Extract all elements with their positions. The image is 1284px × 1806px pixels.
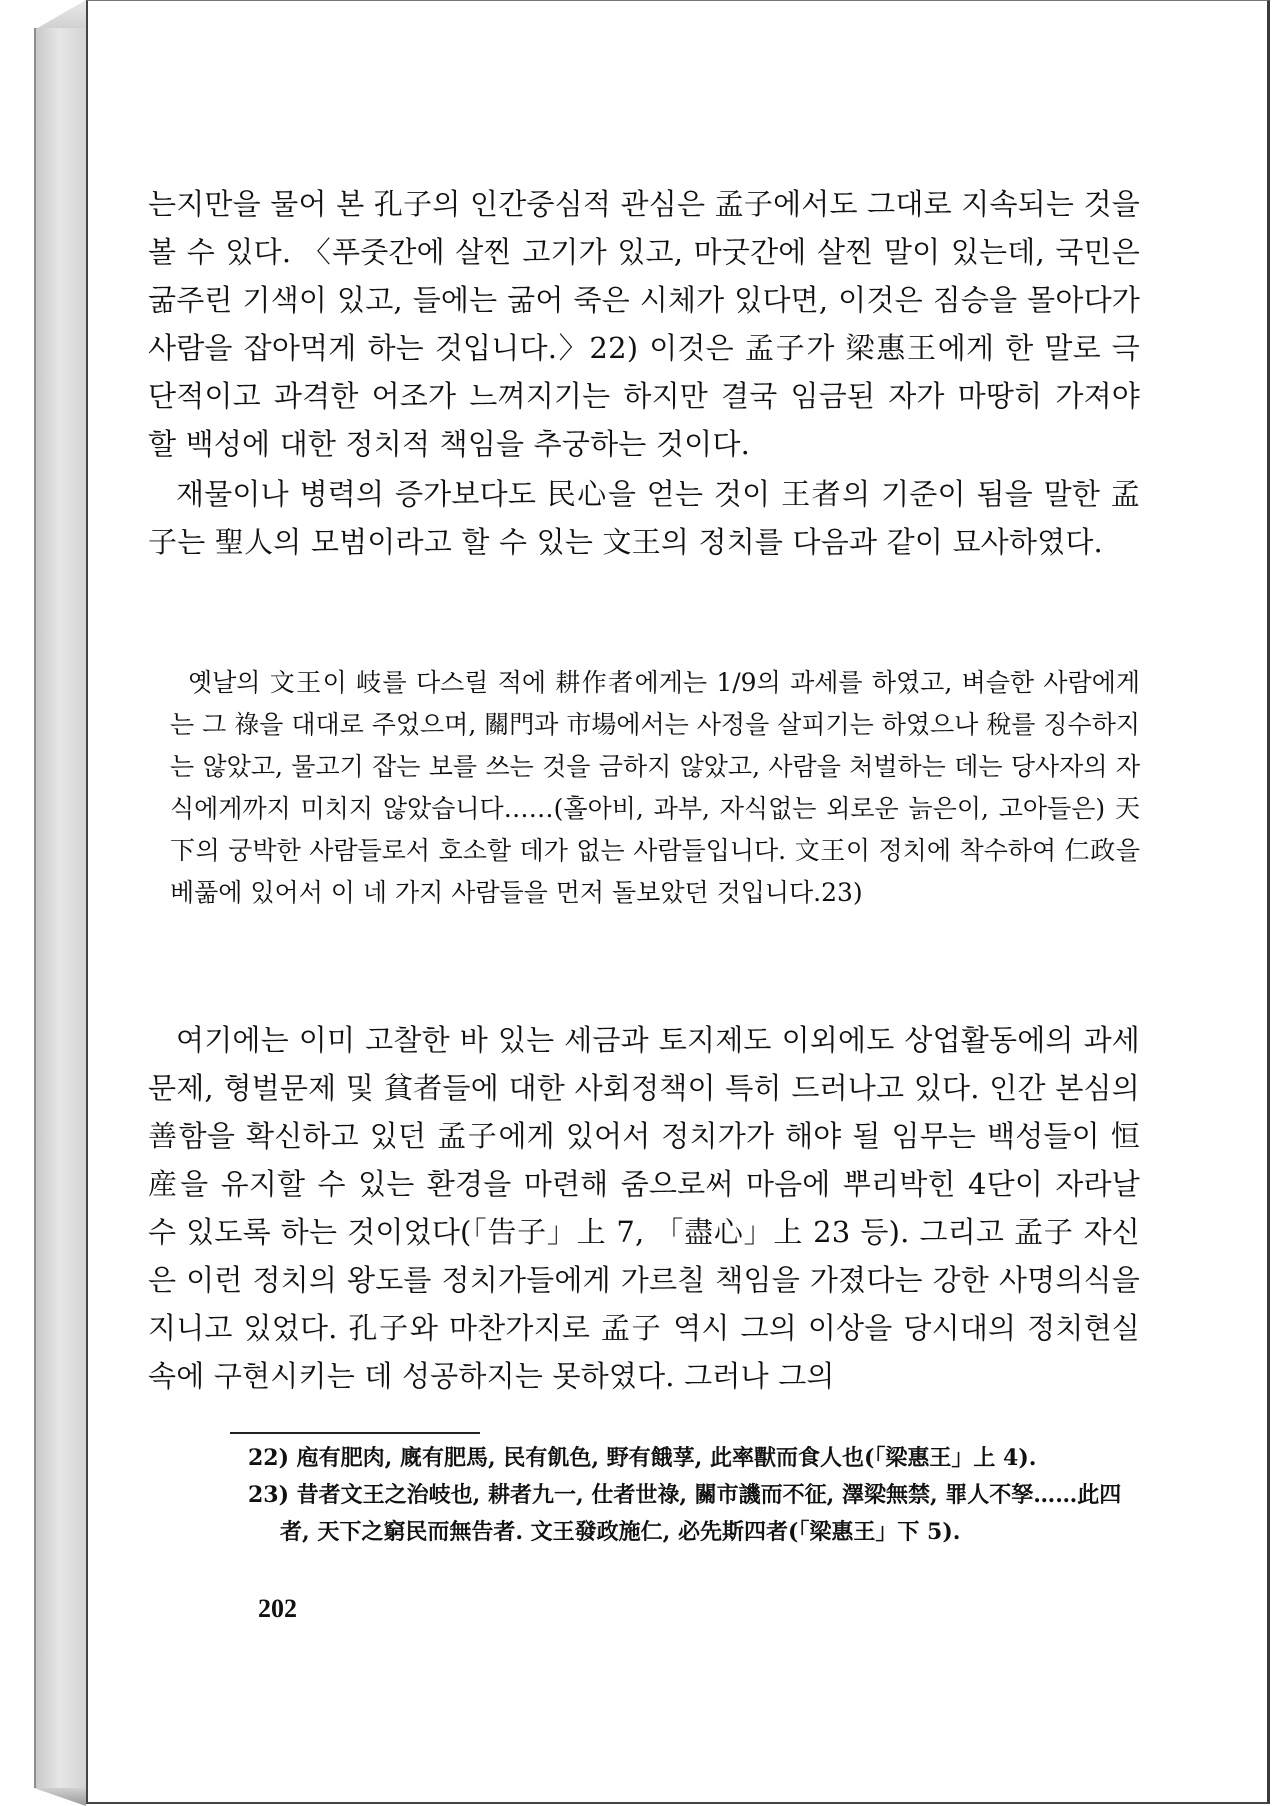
- book-spine: [34, 28, 88, 1788]
- block-quotation: 옛날의 文王이 岐를 다스릴 적에 耕作者에게는 1/9의 과세를 하였고, 벼슬한 사람에게는 그 祿을 대대로 주었으며, 關門과 市場에서는 사정을 살피기는 하였으나 稅를 징수하지는 않았고, 물고기 잡는 보를 쓰는 것을 금하지 않았고, 사람을 처벌하는 데는 당사자의 자식에게까지 미치지 않았습니다……(홀아비, 과부, 자식없는 외로운 늙은이, 고아들은) 天下의 궁박한 사람들로서 호소할 데가 없는 사람들입니다. 文王이 정치에 착수하여 仁政을 베풂에 있어서 이 네 가지 사람들을 먼저 돌보았던 것입니다.23): [170, 668, 1140, 907]
- footnote-22: 22) 庖有肥肉, 廐有肥馬, 民有飢色, 野有餓莩, 此率獸而食人也(「梁惠王」上 4).: [248, 1445, 1037, 1471]
- footnote-divider: [230, 1432, 480, 1434]
- footnotes: [248, 1440, 1148, 1551]
- page-number: 202: [258, 1594, 297, 1623]
- body-paragraph-2: 재물이나 병력의 증가보다도 民心을 얻는 것이 王者의 기준이 됨을 말한 孟子는 聖人의 모범이라고 할 수 있는 文王의 정치를 다음과 같이 묘사하였다.: [148, 477, 1140, 559]
- book-spine-bottom: [34, 1788, 86, 1806]
- body-paragraph-3: 여기에는 이미 고찰한 바 있는 세금과 토지제도 이외에도 상업활동에의 과세문제, 형벌문제 및 貧者들에 대한 사회정책이 특히 드러나고 있다. 인간 본심의 善함을 확신하고 있던 孟子에게 있어서 정치가가 해야 될 임무는 백성들이 恒産을 유지할 수 있는 환경을 마련해 줌으로써 마음에 뿌리박힌 4단이 자라날 수 있도록 하는 것이었다(「告子」上 7, 「盡心」上 23 등). 그리고 孟子 자신은 이런 정치의 왕도를 정치가들에게 가르칠 책임을 가졌다는 강한 사명의식을 지니고 있었다. 孔子와 마찬가지로 孟子 역시 그의 이상을 당시대의 정치현실 속에 구현시키는 데 성공하지는 못하였다. 그러나 그의: [148, 1023, 1140, 1393]
- body-paragraph-1: 는지만을 물어 본 孔子의 인간중심적 관심은 孟子에서도 그대로 지속되는 것을 볼 수 있다. 〈푸줏간에 살찐 고기가 있고, 마굿간에 살찐 말이 있는데, 국민은 굶주린 기색이 있고, 들에는 굶어 죽은 시체가 있다면, 이것은 짐승을 몰아다가 사람을 잡아먹게 하는 것입니다.〉22) 이것은 孟子가 梁惠王에게 한 말로 극단적이고 과격한 어조가 느껴지기는 하지만 결국 임금된 자가 마땅히 가져야 할 백성에 대한 정치적 책임을 추궁하는 것이다.: [148, 187, 1140, 461]
- book-spine-top: [34, 0, 86, 30]
- footnote-23: 23) 昔者文王之治岐也, 耕者九一, 仕者世祿, 關市譏而不征, 澤梁無禁, 罪人不孥……此四者, 天下之窮民而無告者. 文王發政施仁, 必先斯四者(「梁惠王」下 5).: [248, 1482, 1122, 1545]
